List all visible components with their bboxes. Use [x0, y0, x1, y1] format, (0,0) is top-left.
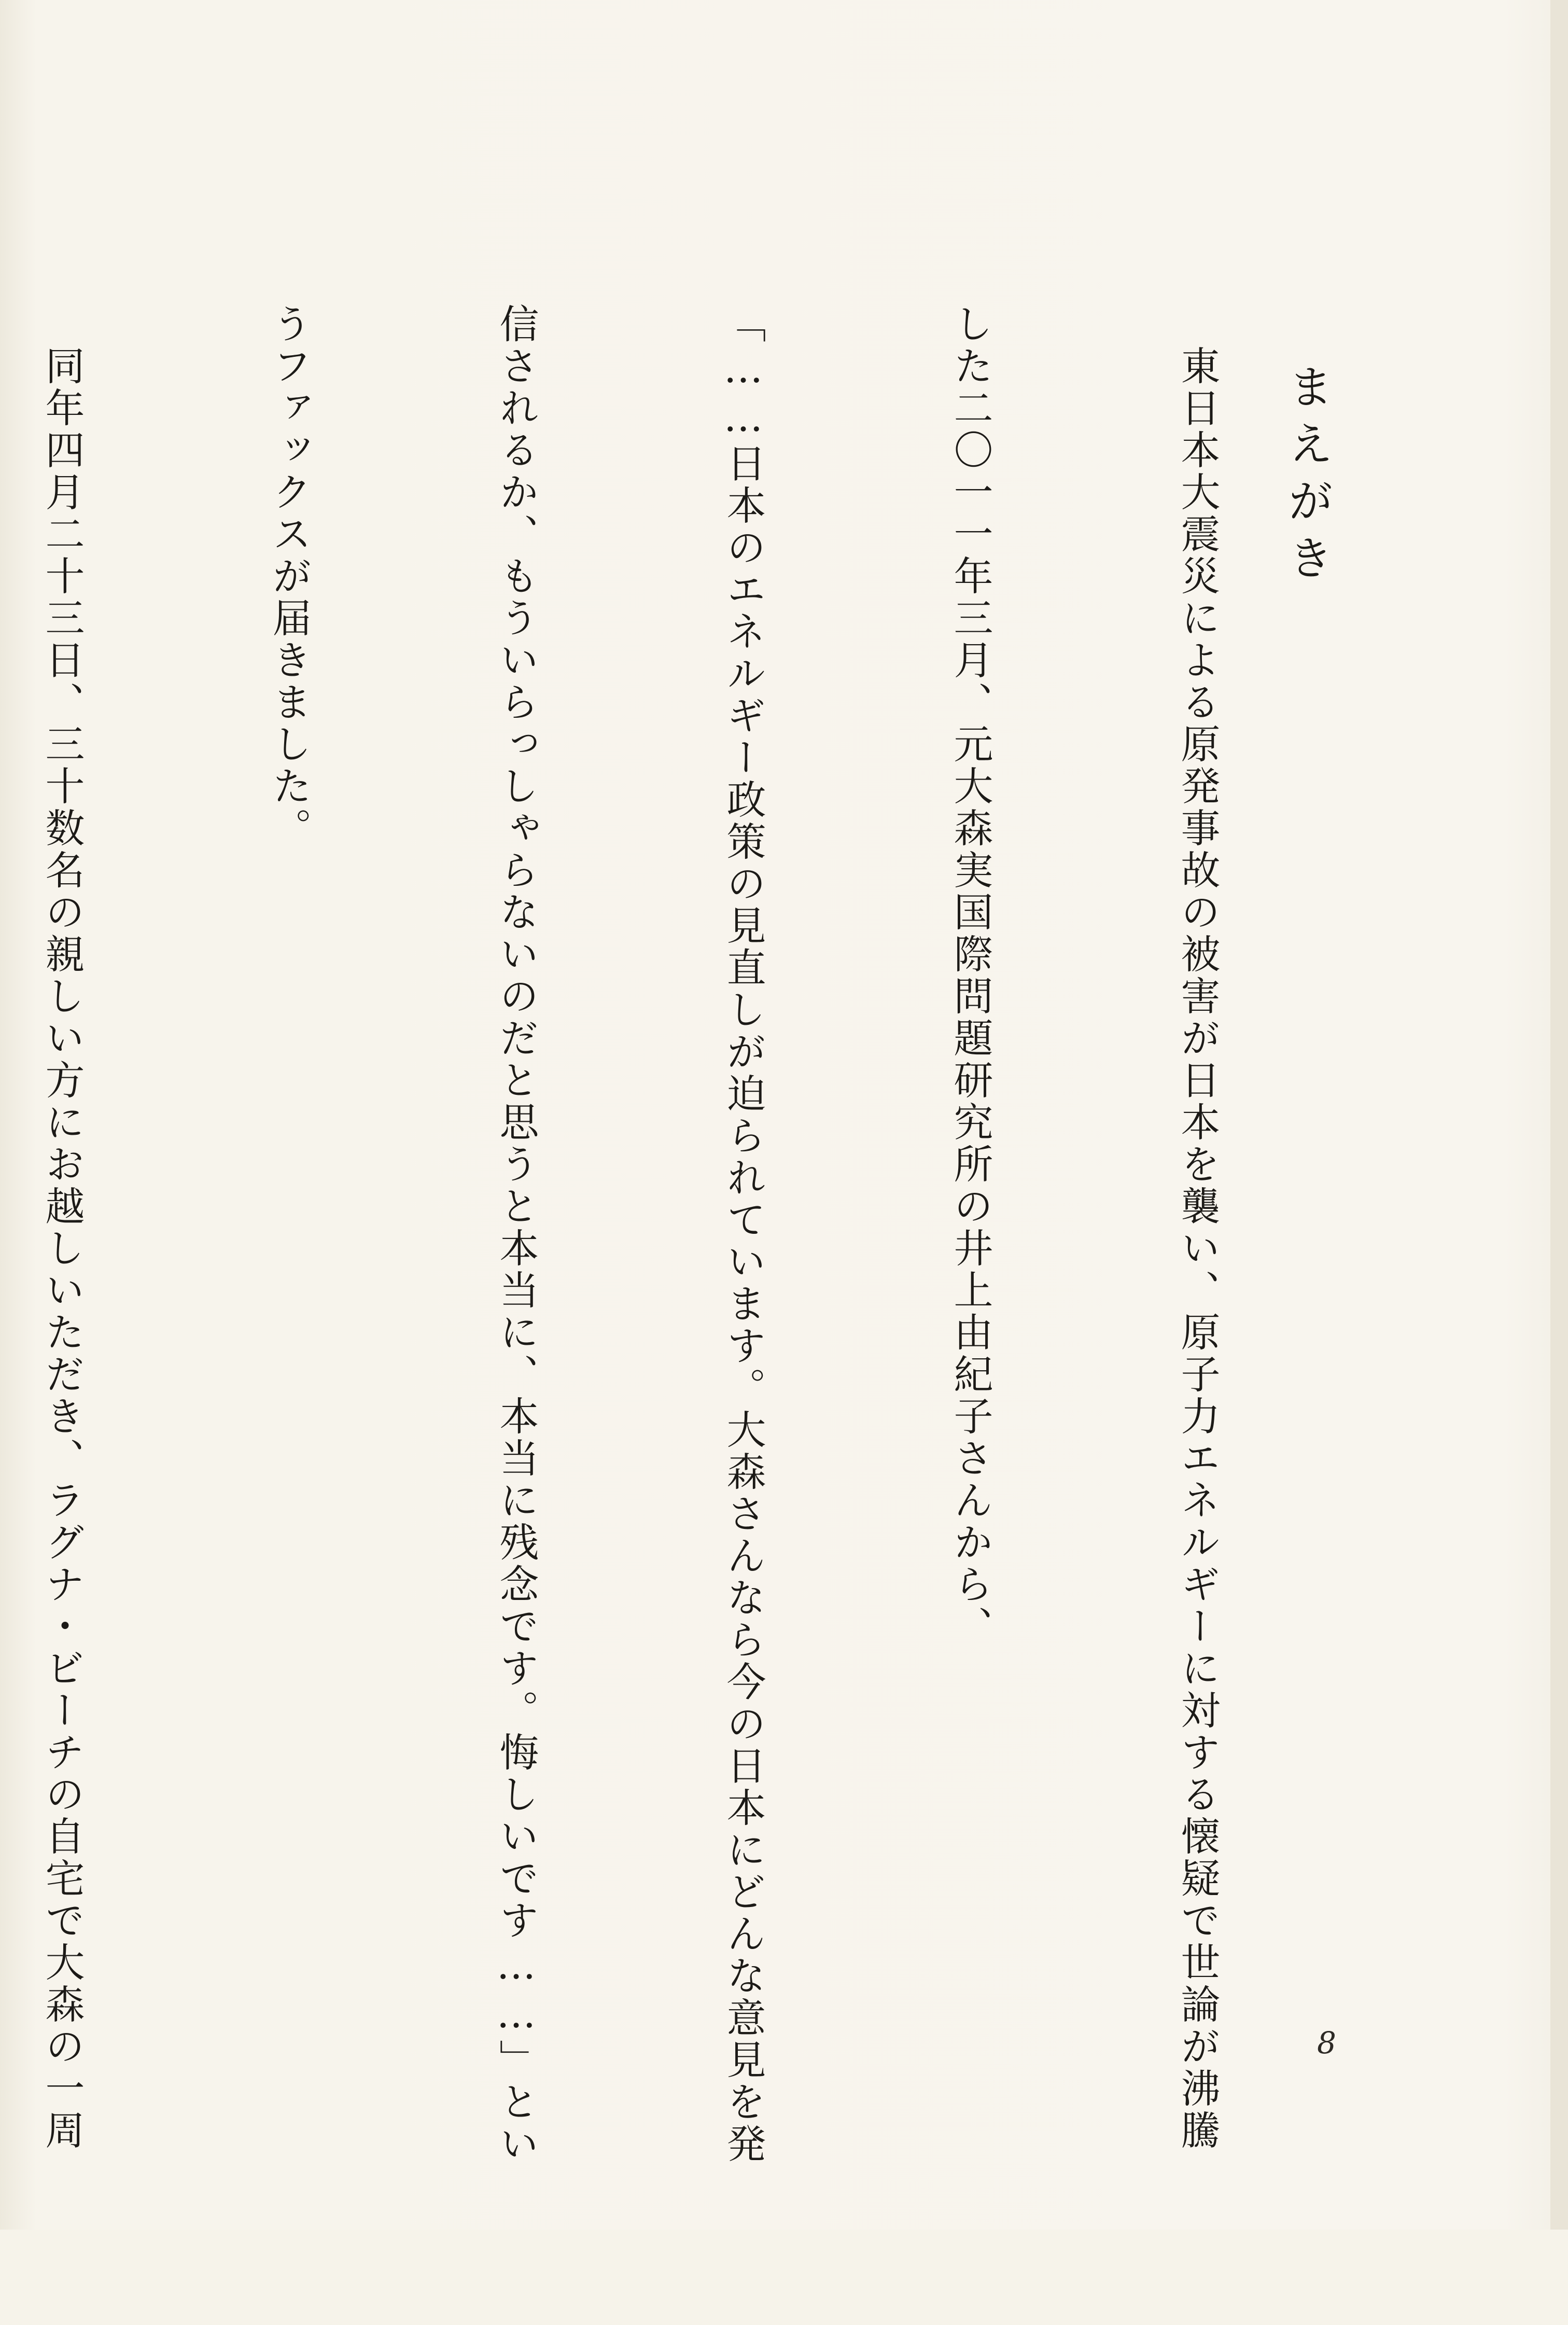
page-number: 8 — [1317, 2025, 1336, 2061]
body-text — [0, 303, 1387, 2165]
text-line: 信されるか、もういらっしゃらないのだと思うと本当に、本当に残念です。悔しいです……」とい — [493, 303, 539, 2165]
text-line: した二〇一一年三月、元大森実国際問題研究所の井上由紀子さんから、 — [947, 303, 993, 1648]
text-line: うファックスが届きました。 — [266, 303, 312, 850]
text-line: 同年四月二十三日、三十数名の親しい方にお越しいただき、ラグナ・ビーチの自宅で大森の一周 — [39, 303, 85, 2152]
page-edge — [1550, 0, 1568, 2230]
page-title: まえがき — [1281, 363, 1334, 591]
text-line: 「……日本のエネルギー政策の見直しが迫られています。大森さんなら今の日本にどんな意見を発 — [720, 303, 766, 2165]
text-line: 東日本大震災による原発事故の被害が日本を襲い、原子力エネルギーに対する懐疑で世論が沸騰 — [1174, 303, 1221, 2152]
